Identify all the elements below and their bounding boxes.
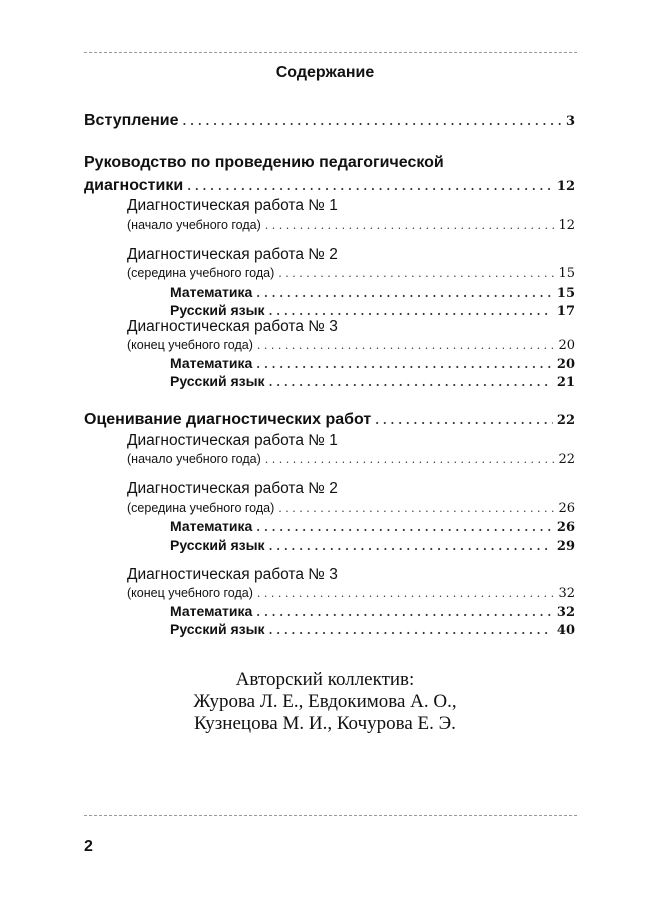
dot-leader <box>269 621 553 641</box>
authors-heading: Авторский коллектив: <box>235 669 415 690</box>
toc-entry-label: Оценивание диагностических работ <box>84 411 372 428</box>
dot-leader <box>265 450 555 470</box>
toc-page-number: 12 <box>558 218 575 233</box>
toc-entry-label: Математика <box>170 355 253 371</box>
toc-entry-label: (середина учебного года) <box>127 501 275 515</box>
toc-page-number: 26 <box>556 520 575 535</box>
toc-page-number: 32 <box>556 605 575 620</box>
authors-line-1: Журова Л. Е., Евдокимова А. О., <box>193 691 457 712</box>
toc-entry <box>127 565 575 585</box>
toc-page-number: 20 <box>558 338 575 353</box>
bottom-divider <box>84 815 577 816</box>
toc-entry-label: Математика <box>170 518 253 534</box>
toc-entry-label: (середина учебного года) <box>127 266 275 280</box>
dot-leader <box>269 537 553 557</box>
toc-page-number: 32 <box>558 586 575 601</box>
dot-leader <box>375 411 553 431</box>
toc-page-number: 29 <box>556 539 575 554</box>
dot-leader <box>278 264 554 284</box>
toc-entry <box>127 196 575 216</box>
toc-entry <box>127 317 575 337</box>
toc-entry-label: Русский язык <box>170 537 265 553</box>
toc-entry <box>84 410 575 431</box>
toc-page-number: 20 <box>556 357 575 372</box>
toc-entry-label: Русский язык <box>170 302 265 318</box>
toc-entry-label: Математика <box>170 603 253 619</box>
toc-entry-label: Диагностическая работа № 2 <box>127 480 338 497</box>
dot-leader <box>187 177 553 197</box>
toc-entry-label: Математика <box>170 284 253 300</box>
toc-entry-label: (начало учебного года) <box>127 452 261 466</box>
toc-entry-label: Диагностическая работа № 2 <box>127 246 338 263</box>
dot-leader <box>265 216 555 236</box>
toc-page-number: 21 <box>556 375 575 390</box>
toc-entry <box>127 479 575 499</box>
top-divider <box>84 52 577 53</box>
toc-entry-label: диагностики <box>84 177 184 194</box>
toc-entry-label: Вступление <box>84 112 179 129</box>
toc-entry <box>170 535 575 557</box>
toc-entry-label: (начало учебного года) <box>127 218 261 232</box>
toc-page-number: 3 <box>565 114 575 129</box>
toc-entry <box>84 153 575 173</box>
toc-entry <box>127 263 575 284</box>
toc-entry <box>127 449 575 470</box>
toc-page-number: 17 <box>556 304 575 319</box>
toc-entry-label: (конец учебного года) <box>127 586 253 600</box>
authors-line-2: Кузнецова М. И., Кочурова Е. Э. <box>194 713 456 734</box>
toc-page-number: 12 <box>556 179 575 194</box>
toc-entry <box>170 619 575 641</box>
toc-entry-label: Руководство по проведению педагогической <box>84 154 444 171</box>
toc-entry <box>127 245 575 265</box>
toc-page-number: 40 <box>556 623 575 638</box>
dot-leader <box>269 373 553 393</box>
toc-entry-label: Русский язык <box>170 373 265 389</box>
toc-entry <box>127 215 575 236</box>
toc-entry-label: Диагностическая работа № 3 <box>127 566 338 583</box>
page-title: Содержание <box>275 64 375 81</box>
toc-entry <box>127 431 575 451</box>
toc-entry-label: Русский язык <box>170 621 265 637</box>
toc-page-number: 15 <box>556 286 575 301</box>
toc-entry <box>170 371 575 393</box>
toc-entry-label: Диагностическая работа № 3 <box>127 318 338 335</box>
toc-entry-label: Диагностическая работа № 1 <box>127 197 338 214</box>
toc-entry-label: Диагностическая работа № 1 <box>127 432 338 449</box>
toc-page-number: 15 <box>558 266 575 281</box>
toc-page-number: 22 <box>556 413 575 428</box>
toc-entry <box>84 111 575 132</box>
dot-leader <box>183 112 562 132</box>
toc-entry <box>84 176 575 197</box>
toc-page-number: 22 <box>558 452 575 467</box>
page-number: 2 <box>84 838 93 855</box>
toc-page-number: 26 <box>558 501 575 516</box>
toc-entry-label: (конец учебного года) <box>127 338 253 352</box>
